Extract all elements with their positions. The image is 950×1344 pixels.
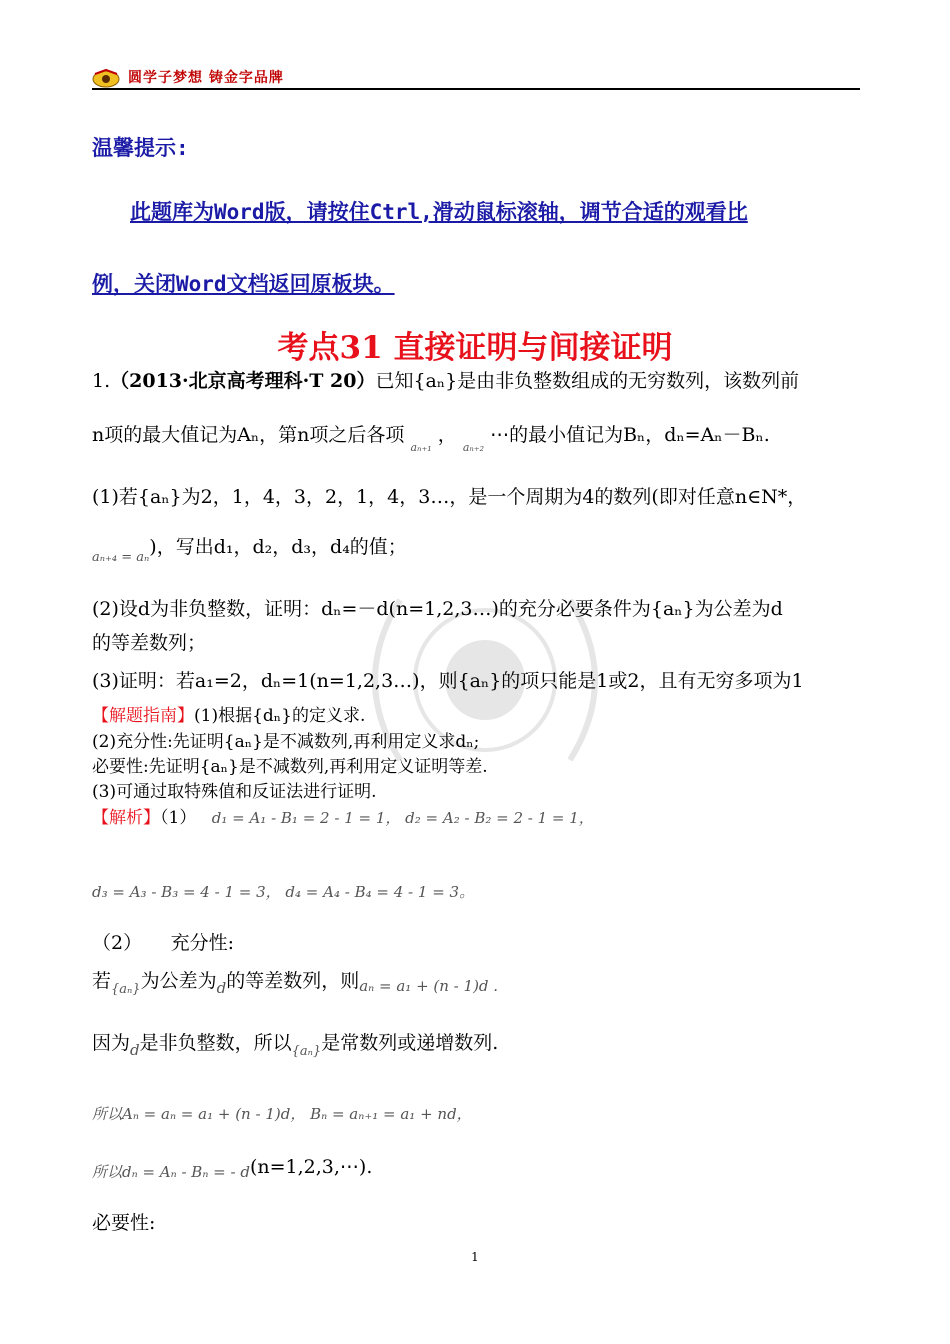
math-d1-d2: d₁ = A₁ - B₁ = 2 - 1 = 1， d₂ = A₂ - B₂ = 2 - 1 = 1， — [211, 809, 594, 827]
solution-if-b: 为公差为 — [140, 970, 217, 992]
math-a-n-plus-2: aₙ₊₂ — [462, 441, 485, 454]
math-d: d — [216, 979, 227, 997]
part3-line: (3)证明：若a₁=2，dₙ=1(n=1,2,3…)，则{aₙ}的项只能是1或2，且有无穷多项为1 — [92, 670, 804, 692]
part1-line-2-text: )，写出d₁，d₂，d₃，d₄的值； — [149, 536, 407, 558]
math-arith-formula: aₙ = a₁ + (n - 1)d . — [359, 977, 499, 995]
solution-because-c: 是常数列或递增数列. — [321, 1032, 499, 1054]
tip-line-2: 例，关闭Word文档返回原板块。 — [92, 272, 395, 296]
header-rule — [92, 88, 860, 90]
problem-source: （2013·北京高考理科·T 20） — [110, 370, 376, 392]
problem-line-2-comma: ， — [437, 424, 457, 446]
solution-because-a: 因为 — [92, 1032, 131, 1054]
tip-line-1: 此题库为Word版，请按住Ctrl,滑动鼠标滚轴，调节合适的观看比 — [130, 200, 748, 224]
solution-part1-line-2 — [92, 880, 474, 903]
part2-line-1: (2)设d为非负整数，证明：dₙ=－d(n=1,2,3…)的充分必要条件为{aₙ}为公差为d — [92, 598, 783, 620]
header-brand-text: 圆学子梦想 铸金字品牌 — [128, 70, 284, 86]
guide-line-1 — [92, 706, 365, 726]
math-seq-an-2: {aₙ} — [291, 1044, 322, 1059]
brand-logo-icon — [92, 68, 120, 88]
math-An-Bn: 所以Aₙ = aₙ = a₁ + (n - 1)d， Bₙ = aₙ₊₁ = a₁ + nd， — [92, 1105, 472, 1123]
problem-number: 1. — [92, 370, 111, 392]
solution-label: 【解析】 — [92, 808, 160, 828]
solution-if-line — [92, 970, 499, 997]
math-dn: 所以dₙ = Aₙ - Bₙ = - d — [92, 1163, 250, 1181]
solution-part2-label: （2） 充分性: — [92, 932, 234, 954]
part1-line-2 — [92, 536, 407, 565]
problem-line-2 — [92, 424, 770, 454]
solution-because-line — [92, 1032, 499, 1059]
math-d-2: d — [130, 1041, 140, 1059]
solution-because-b: 是非负整数，所以 — [139, 1032, 292, 1054]
solution-necessity-label: 必要性: — [92, 1212, 156, 1234]
guide-line-3: 必要性:先证明{aₙ}是不减数列,再利用定义证明等差. — [92, 757, 488, 777]
solution-if-c: 的等差数列，则 — [226, 970, 360, 992]
part2-line-2: 的等差数列； — [92, 632, 207, 654]
solution-part1-number: （1） — [160, 808, 197, 828]
problem-line-2-text: n项的最大值记为Aₙ，第n项之后各项 — [92, 424, 405, 446]
solution-so-line-2 — [92, 1156, 372, 1179]
problem-text: 已知{aₙ}是由非负整数组成的无穷数列，该数列前 — [375, 370, 800, 392]
solution-part1-line-1 — [92, 808, 594, 828]
solution-so-line-1 — [92, 1102, 472, 1125]
math-d3-d4: d₃ = A₃ - B₃ = 4 - 1 = 3， d₄ = A₄ - B₄ = 4 - 1 = 3。 — [92, 883, 475, 901]
page-title: 考点31 直接证明与间接证明 — [277, 330, 673, 366]
guide-line-2: (2)充分性:先证明{aₙ}是不减数列,再利用定义求dₙ; — [92, 732, 480, 752]
solution-if-a: 若 — [92, 970, 112, 992]
guide-line-1-text: (1)根据{dₙ}的定义求. — [194, 706, 366, 726]
math-a-n-plus-1: aₙ₊₁ — [410, 441, 432, 454]
math-seq-an: {aₙ} — [111, 982, 141, 997]
math-periodic: aₙ₊₄ = aₙ — [92, 550, 150, 565]
part1-line-1: (1)若{aₙ}为2，1，4，3，2，1，4，3…，是一个周期为4的数列(即对任意n∈N*， — [92, 486, 807, 508]
guide-label: 【解题指南】 — [92, 706, 194, 726]
page-number: 1 — [471, 1250, 479, 1264]
guide-line-4: (3)可通过取特殊值和反证法进行证明. — [92, 782, 377, 802]
solution-so-line-2-text: (n=1,2,3,⋯). — [249, 1156, 373, 1178]
tip-title: 温馨提示: — [92, 136, 189, 160]
problem-line-1 — [92, 370, 799, 393]
problem-line-2-tail: ⋯的最小值记为Bₙ，dₙ=Aₙ－Bₙ. — [490, 424, 770, 446]
